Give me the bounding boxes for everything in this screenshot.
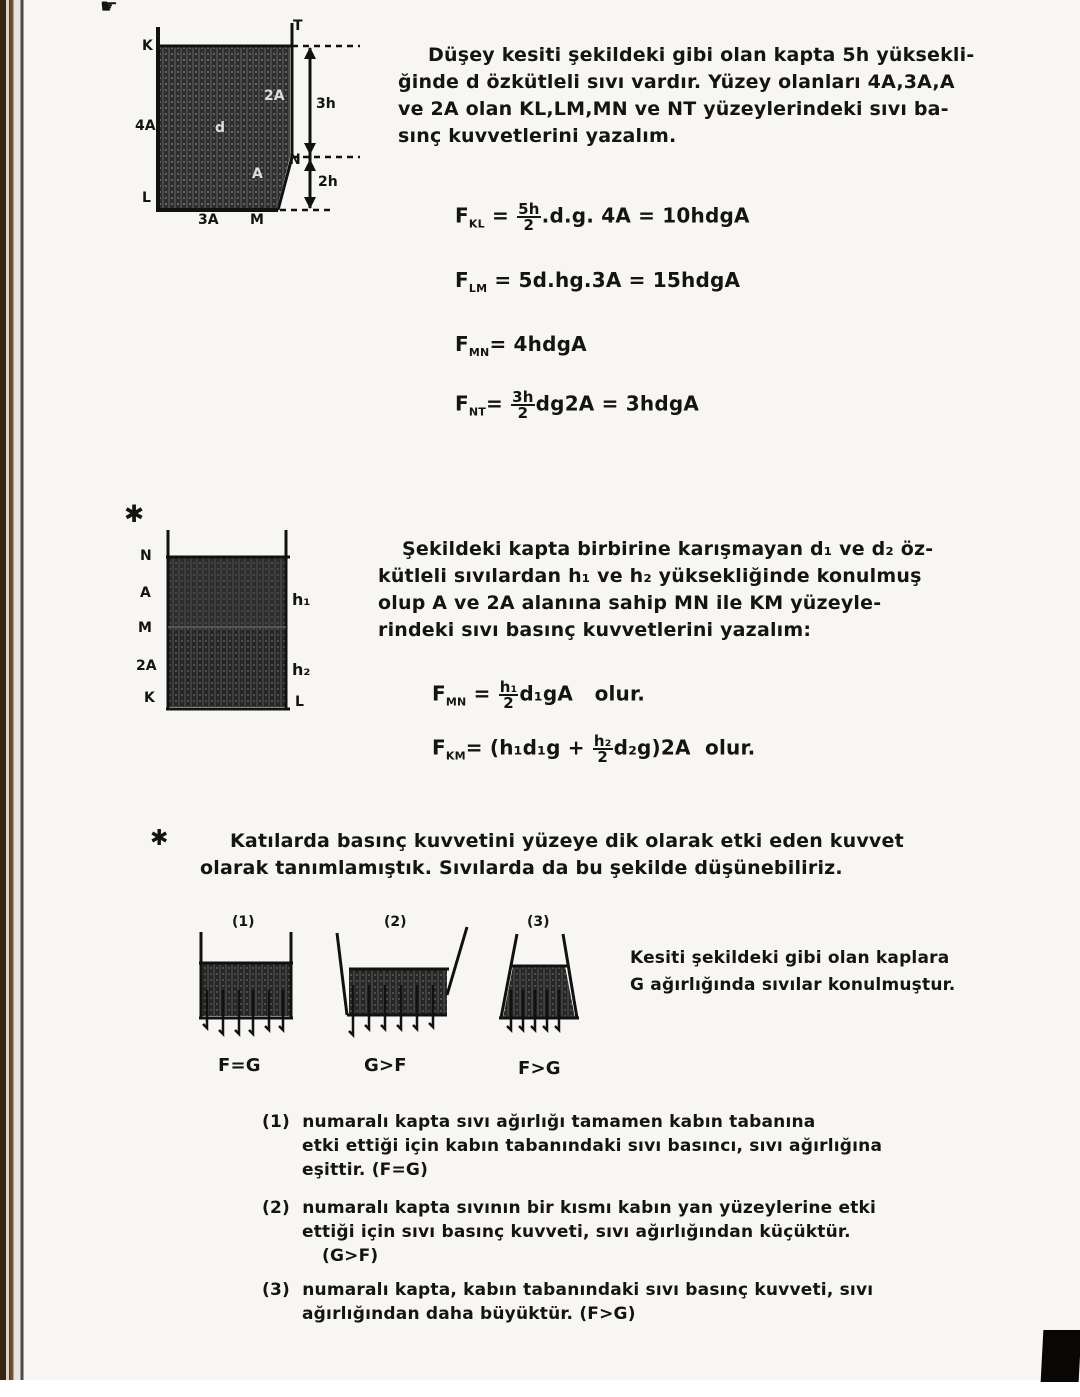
paragraph-line: (G>F)	[322, 1246, 379, 1266]
paragraph-line: Kesiti şekildeki gibi olan kaplara	[630, 948, 950, 968]
paragraph-line: numaralı kapta, kabın tabanındaki sıvı basınç kuvveti, sıvı	[302, 1280, 874, 1300]
label-2a: 2A	[136, 658, 157, 674]
equation-f-km	[432, 734, 755, 764]
eq-rest: d₂g)2A	[613, 735, 691, 760]
label-3h: 3h	[316, 96, 336, 112]
fraction	[517, 202, 541, 232]
paragraph-line: ettiği için sıvı basınç kuvveti, sıvı ağırlığından küçüktür.	[302, 1222, 851, 1242]
label-l: L	[142, 190, 151, 206]
paragraph-line: kütleli sıvılardan h₁ ve h₂ yüksekliğinde konulmuş	[378, 565, 922, 587]
container-number: (1)	[232, 914, 255, 930]
frac-num: 3h	[512, 388, 534, 406]
frac-den: 2	[597, 748, 609, 766]
section-1-paragraph	[398, 42, 974, 150]
container-number: (2)	[384, 914, 407, 930]
label-2a-inner: 2A	[264, 88, 285, 104]
asterisk-icon: ✱	[124, 500, 145, 528]
container-diagram-1	[120, 15, 370, 230]
relation-label: F>G	[518, 1058, 561, 1079]
equation-f-mn	[455, 332, 587, 359]
eq-rest: = 5d.hg.3A = 15hdgA	[494, 268, 741, 292]
label-a-inner: A	[252, 166, 263, 182]
eq-sub: KM	[445, 749, 466, 763]
eq-suffix: olur.	[594, 681, 646, 706]
label-n: N	[140, 548, 152, 564]
container-1-diagram	[195, 930, 300, 1040]
fraction	[511, 390, 535, 420]
explanation-number: (1)	[262, 1112, 290, 1132]
explanation-number: (2)	[262, 1198, 290, 1218]
label-3a: 3A	[198, 212, 219, 228]
eq-suffix: olur.	[705, 735, 756, 760]
eq-lhs: F	[455, 332, 469, 356]
eq-lhs: F	[455, 391, 469, 416]
label-h2: h₂	[292, 660, 311, 679]
section-2-paragraph	[378, 536, 933, 644]
label-m: M	[138, 620, 152, 636]
explanation-number: (3)	[262, 1280, 290, 1300]
container-number: (3)	[527, 914, 550, 930]
paragraph-line: rindeki sıvı basınç kuvvetlerini yazalım:	[378, 619, 812, 641]
notebook-binding-edge	[0, 0, 26, 1397]
paragraph-line: olarak tanımlamıştık. Sıvılarda da bu şekilde düşünebiliriz.	[200, 857, 843, 879]
explanation-3	[262, 1278, 873, 1326]
eq-rest: .d.g. 4A = 10hdgA	[541, 203, 750, 228]
label-n: N	[289, 152, 301, 168]
label-d-liquid: d	[215, 120, 226, 136]
paragraph-line: Katılarda basınç kuvvetini yüzeye dik olarak etki eden kuvvet	[230, 830, 904, 852]
equation-f-mn-2: $F_{MN}$ = $\frac{\text{h₁}}{2}$ d₁gA olur.	[432, 678, 646, 712]
label-k: K	[142, 38, 153, 54]
paragraph-line: Düşey kesiti şekildeki gibi olan kapta 5h yüksekli-	[428, 44, 975, 66]
equation-f-nt: $F_{NT}=$ $\frac{3h}{2}$ dg2A = 3hdgA	[455, 388, 700, 422]
label-k: K	[144, 690, 155, 706]
paragraph-line: G ağırlığında sıvılar konulmuştur.	[630, 975, 956, 995]
label-h1: h₁	[292, 590, 311, 609]
relation-label: F=G	[218, 1055, 261, 1076]
paragraph-line: ve 2A olan KL,LM,MN ve NT yüzeylerindeki sıvı ba-	[398, 98, 949, 120]
container-2-diagram	[335, 925, 475, 1045]
frac-den: 2	[517, 404, 529, 422]
label-l: L	[295, 694, 304, 710]
paragraph-line: eşittir. (F=G)	[302, 1160, 429, 1180]
paragraph-line: numaralı kapta sıvı ağırlığı tamamen kabın tabanına	[302, 1112, 816, 1132]
fraction	[593, 734, 613, 764]
page-bottom-margin	[0, 1380, 1080, 1397]
eq-sub: KL	[468, 217, 485, 231]
eq-sub: NT	[468, 405, 486, 419]
paragraph-line: olup A ve 2A alanına sahip MN ile KM yüzeyle-	[378, 592, 882, 614]
container-3-diagram	[495, 930, 585, 1040]
fraction	[499, 680, 519, 710]
eq-rest: d₁gA	[519, 681, 574, 706]
paragraph-line: Şekildeki kapta birbirine karışmayan d₁ ve d₂ öz-	[402, 538, 934, 560]
eq-lhs: F	[432, 681, 446, 706]
section-3-intro	[200, 828, 904, 882]
label-m: M	[250, 212, 264, 228]
paragraph-line: numaralı kapta sıvının bir kısmı kabın yan yüzeylerine etki	[302, 1198, 877, 1218]
frac-num: h₁	[499, 678, 518, 696]
explanation-1	[262, 1110, 882, 1182]
eq-sub: MN	[445, 695, 467, 709]
eq-rest: = 4hdgA	[489, 332, 587, 356]
label-a: A	[140, 585, 151, 601]
eq-rest: dg2A = 3hdgA	[535, 391, 700, 416]
relation-label: G>F	[364, 1055, 407, 1076]
paragraph-line: ğinde d özkütleli sıvı vardır. Yüzey olanları 4A,3A,A	[398, 71, 955, 93]
paragraph-line: sınç kuvvetlerini yazalım.	[398, 125, 677, 147]
frac-den: 2	[523, 216, 535, 234]
paragraph-line: ağırlığından daha büyüktür. (F>G)	[302, 1304, 636, 1324]
frac-num: h₂	[593, 732, 612, 750]
explanation-2	[262, 1196, 876, 1268]
frac-num: 5h	[518, 200, 540, 218]
eq-pre: = (h₁d₁g +	[465, 735, 585, 760]
label-2h: 2h	[318, 174, 338, 190]
equation-f-lm	[455, 268, 740, 295]
label-t: T	[293, 18, 303, 34]
label-4a: 4A	[135, 118, 156, 134]
background-corner	[1041, 1330, 1080, 1382]
side-note	[630, 945, 955, 999]
pointing-hand-icon: ☛	[100, 0, 118, 18]
eq-sub: MN	[468, 346, 490, 359]
eq-lhs: F	[455, 268, 469, 292]
asterisk-icon: ✱	[150, 826, 169, 851]
container-diagram-2	[160, 525, 300, 715]
eq-sub: LM	[468, 282, 488, 295]
equation-f-kl: $F_{KL}$ = $\frac{5h}{2}$ .d.g. 4A = 10hdgA	[455, 200, 750, 234]
frac-den: 2	[503, 694, 514, 712]
paragraph-line: etki ettiği için kabın tabanındaki sıvı basıncı, sıvı ağırlığına	[302, 1136, 883, 1156]
eq-lhs: F	[455, 203, 469, 228]
eq-lhs: F	[432, 735, 446, 760]
